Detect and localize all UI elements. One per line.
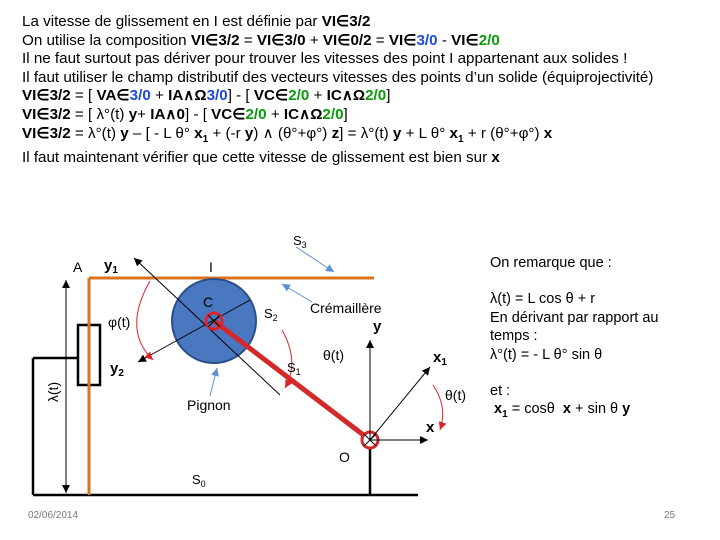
footer-page-number: 25 <box>664 510 676 521</box>
text-line-7: VI∈3/2 = λ°(t) y – [ - L θ° $x_1 + (-r$ y) ∧ (θ°+φ°) z] = λ°(t) y + L θ° $x_1 + r$ (θ°+φ°) x <box>22 124 553 145</box>
s3-pointer <box>296 247 334 272</box>
text-line-3: Il ne faut surtout pas dériver pour trouver les vitesses des point I appartenant aux solides ! <box>22 50 628 68</box>
label-c: C <box>203 294 214 310</box>
label-y: y <box>373 318 382 335</box>
label-y2: $y_2$ <box>110 360 124 379</box>
side-note-title: On remarque que : <box>490 255 612 271</box>
text-line-6: VI∈3/2 = [ λ°(t) y+ IA∧0] - [ VC∈2/0 + IC∧Ω2/0] <box>22 105 348 123</box>
text-line-5: VI∈3/2 = [ VA∈3/0 + IA∧Ω3/0] - [ VC∈2/0 + IC∧Ω2/0] <box>22 87 391 105</box>
label-y1: $y_1$ <box>104 257 118 276</box>
label-cremaillere: Crémaillère <box>310 300 382 316</box>
theta-arc-right <box>433 385 443 430</box>
text-line-4: Il faut utiliser le champ distributif des vecteurs vitesses des points d’un solide (équiprojectivité) <box>22 68 654 86</box>
side-note-eq1: λ(t) = L cos θ + r <box>490 291 596 308</box>
label-lambda: λ(t) <box>45 381 61 403</box>
cremaillere-pointer <box>282 284 312 302</box>
text-line-1: La vitesse de glissement en I est définie par VI∈3/2 <box>22 13 371 30</box>
label-pignon: Pignon <box>187 397 231 413</box>
x1-axis <box>370 367 430 440</box>
label-o: O <box>339 449 350 465</box>
label-s2: $S_2$ <box>264 306 278 323</box>
side-note-line2: En dérivant par rapport au <box>490 309 659 326</box>
side-note-eq2: λ°(t) = - L θ° sin θ <box>490 346 603 363</box>
side-note-eq3: $x_1 = \cos\theta$ x + sin θ y <box>494 401 631 421</box>
label-theta-right: θ(t) <box>445 387 466 403</box>
label-x: x <box>426 419 435 436</box>
label-s1: $S_1$ <box>287 360 301 377</box>
side-note <box>490 254 715 425</box>
label-phi: φ(t) <box>108 314 131 330</box>
text-line-2: On utilise la composition VI∈3/2 = VI∈3/0 + VI∈0/2 = VI∈3/0 - VI∈2/0 <box>22 31 500 49</box>
label-s0: $S_0$ <box>192 472 206 489</box>
label-a: A <box>73 259 83 275</box>
side-note-et: et : <box>490 383 511 400</box>
label-x1: $x_1$ <box>433 349 447 368</box>
side-note-line3: temps : <box>490 328 538 345</box>
footer-date: 02/06/2014 <box>28 510 79 521</box>
phi-arc <box>137 281 153 360</box>
connecting-rod <box>214 321 370 440</box>
pignon-pointer <box>210 368 217 396</box>
label-i: I <box>209 259 213 275</box>
label-s3: $S_3$ <box>293 233 307 250</box>
label-theta-mid: θ(t) <box>323 347 344 363</box>
text-line-8: Il faut maintenant vérifier que cette vitesse de glissement est bien sur x <box>22 149 500 167</box>
